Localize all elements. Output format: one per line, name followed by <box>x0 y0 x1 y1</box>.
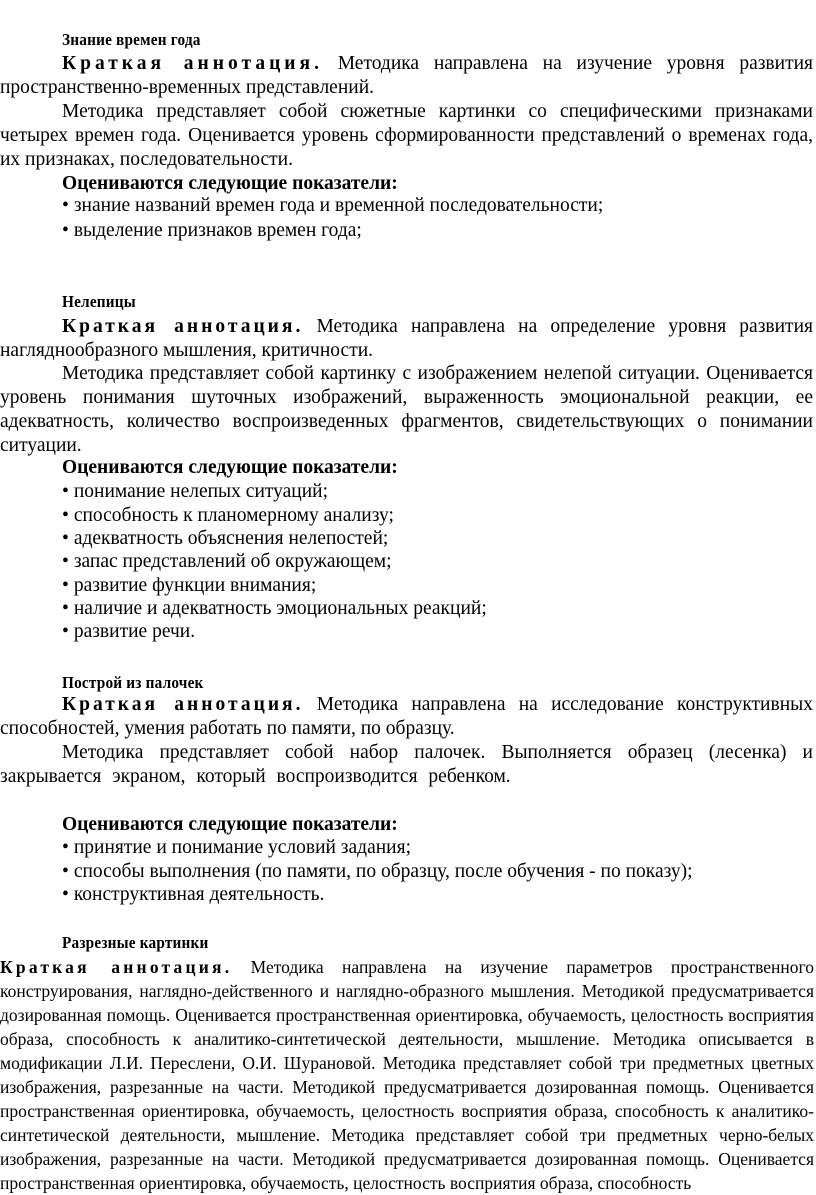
indicators-heading: Оцениваются следующие показатели: <box>62 814 398 835</box>
indicator-item: • выделение признаков времен года; <box>62 220 362 241</box>
indicator-item: • развитие функции внимания; <box>62 575 317 596</box>
annotation-text: Методика направлена на изучение параметров пространственного конструирования, наглядно-действенного и наглядно-образного мышления. Методикой предусматривается дозированная помощь. Оценивается пространственная ориентировка, обучаемость, целостность восприятия образа, способность к аналитико-синтетической деятельности, мышление. Методика описывается в модификации Л.И. Переслени, О.И. Шурановой. Методика представляет собой три предметных цветных изображения, разрезанные на части. Методикой предусматривается дозированная помощь. Оценивается пространственная ориентировка, обучаемость, целостность восприятия образа, способность к аналитико-синтетической деятельности, мышление. Методика представляет собой три предметных черно-белых изображения, разрезанные на части. Методикой предусматривается дозированная помощь. Оценивается пространственная ориентировка, обучаемость, целостность восприятия образа, способность <box>0 957 814 1193</box>
indicator-item: • принятие и понимание условий задания; <box>62 837 412 858</box>
description-paragraph: Методика представляет собой картинку с изображением нелепой ситуации. Оценивается уровень понимания шуточных изображений, выраженность эмоциональной реакции, ее адекватность, количество воспроизведенных фрагментов, свидетельствующих о понимании ситуации. <box>0 363 813 456</box>
annotation-text: Методика направлена на исследование конструктивных способностей, умения работать по памяти, по образцу. <box>0 694 813 739</box>
annotation-label: Краткая аннотация. <box>0 957 233 977</box>
description-paragraph: Методика представляет собой набор палочек. Выполняется образец (лесенка) и закрывается экраном, который воспроизводится ребенком. <box>0 742 813 787</box>
indicator-item: • развитие речи. <box>62 621 196 642</box>
indicator-item: • адекватность объяснения нелепостей; <box>62 528 389 549</box>
indicator-item: • понимание нелепых ситуаций; <box>62 481 329 502</box>
indicator-item: • запас представлений об окружающем; <box>62 551 392 572</box>
annotation-label: Краткая аннотация. <box>62 53 323 74</box>
indicator-item: • знание названий времен года и временной последовательности; <box>62 195 604 216</box>
indicators-heading: Оцениваются следующие показатели: <box>62 457 398 478</box>
annotation-label: Краткая аннотация. <box>62 316 304 337</box>
annotation-paragraph <box>0 693 813 741</box>
indicator-item: • способность к планомерному анализу; <box>62 505 394 526</box>
annotation-label: Краткая аннотация. <box>62 694 304 715</box>
indicators-heading: Оцениваются следующие показатели: <box>62 173 398 194</box>
indicator-item: • конструктивная деятельность. <box>62 884 325 905</box>
annotation-paragraph <box>0 955 814 1195</box>
annotation-paragraph <box>0 52 813 100</box>
section-title: Знание времен года <box>62 30 201 49</box>
indicator-item: • способы выполнения (по памяти, по образцу, после обучения - по показу); <box>62 861 693 882</box>
annotation-text: Методика направлена на изучение уровня развития пространственно-временных представлений. <box>0 53 813 98</box>
section-title: Построй из палочек <box>62 673 204 692</box>
annotation-text: Методика направлена на определение уровня развития нагляднообразного мышления, критичности. <box>0 316 813 361</box>
section-title: Нелепицы <box>62 292 136 311</box>
description-paragraph: Методика представляет собой сюжетные картинки со специфическими признаками четырех времен года. Оценивается уровень сформированности представлений о временах года, их признаках, последовательности. <box>0 101 813 170</box>
annotation-paragraph <box>0 315 813 363</box>
indicator-item: • наличие и адекватность эмоциональных реакций; <box>62 598 487 619</box>
section-title: Разрезные картинки <box>62 933 209 952</box>
